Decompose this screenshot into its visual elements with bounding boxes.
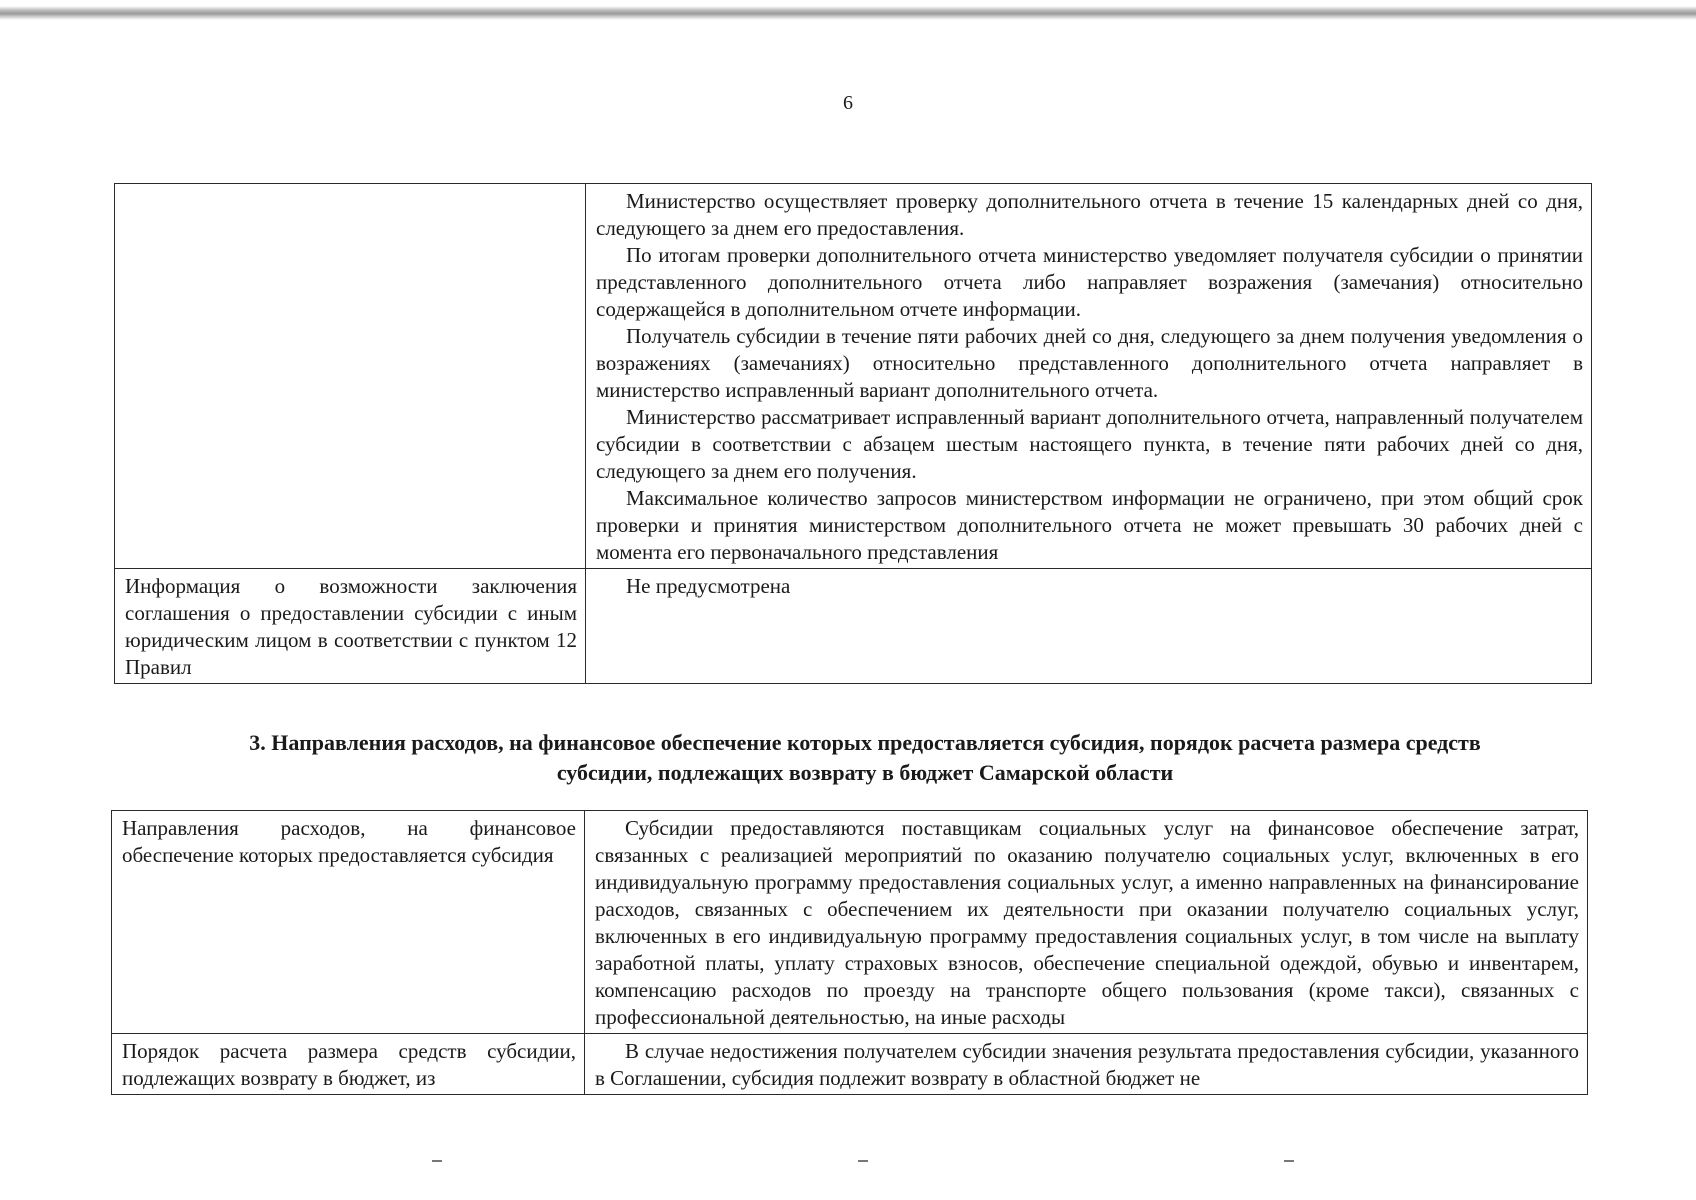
section-heading-line: 3. Направления расходов, на финансовое обеспечение которых предоставляется субсидия, порядок расчета размера средств [249,730,1481,755]
section-heading [150,728,1580,788]
page-number: 6 [843,92,853,114]
row-content-cell [586,569,1592,684]
paragraph: Министерство рассматривает исправленный вариант дополнительного отчета, направленный получателем субсидии в соответствии с абзацем шестым настоящего пункта, в течение пяти рабочих дней со дня, следующего за днем его получения. [596,405,1583,483]
section-heading-line: субсидии, подлежащих возврату в бюджет Самарской области [556,760,1174,785]
table-row [115,569,1592,684]
row-content-cell [586,184,1592,569]
scan-edge [0,6,1696,20]
paragraph: Субсидии предоставляются поставщикам социальных услуг на финансовое обеспечение затрат, связанных с реализацией мероприятий по оказанию получателю социальных услуг, включенных в его индивидуальную программу предоставления социальных услуг, а именно направленных на финансирование расходов, связанных с обеспечением их деятельности при оказании получателю социальных услуг, включенных в его индивидуальную программу предоставления социальных услуг, в том числе на выплату заработной платы, уплату страховых взносов, обеспечение специальной одеждой, обувью и инвентарем, компенсацию расходов по проезду на транспорте общего пользования (кроме такси), связанных с профессиональной деятельностью, на иные расходы [595,816,1579,1029]
row-label-cell: Порядок расчета размера средств субсидии, подлежащих возврату в бюджет, из [112,1034,585,1095]
scan-mark [858,1160,868,1162]
paragraph: Не предусмотрена [626,574,791,598]
info-table [114,183,1592,684]
table-row [112,811,1588,1034]
paragraph: По итогам проверки дополнительного отчета министерство уведомляет получателя субсидии о принятии представленного дополнительного отчета либо направляет возражения (замечания) относительно содержащейся в дополнительном отчете информации. [596,243,1583,321]
row-content-cell [585,1034,1588,1095]
table-row [115,184,1592,569]
paragraph: Получатель субсидии в течение пяти рабочих дней со дня, следующего за днем получения уведомления о возражениях (замечаниях) относительно представленного дополнительного отчета направляет в министерство исправленный вариант дополнительного отчета. [596,324,1583,402]
row-label-cell [115,184,586,569]
expenses-table [111,810,1588,1095]
scan-mark [432,1160,442,1162]
row-label-cell: Информация о возможности заключения соглашения о предоставлении субсидии с иным юридическим лицом в соответствии с пунктом 12 Правил [115,569,586,684]
paragraph: В случае недостижения получателем субсидии значения результата предоставления субсидии, указанного в Соглашении, субсидия подлежит возврату в областной бюджет не [595,1039,1579,1090]
scan-mark [1284,1160,1294,1162]
row-content-cell [585,811,1588,1034]
paragraph: Министерство осуществляет проверку дополнительного отчета в течение 15 календарных дней со дня, следующего за днем его предоставления. [596,189,1583,240]
table-row [112,1034,1588,1095]
paragraph: Максимальное количество запросов министерством информации не ограничено, при этом общий срок проверки и принятия министерством дополнительного отчета не может превышать 30 рабочих дней с момента его первоначального представления [596,486,1583,564]
row-label-cell: Направления расходов, на финансовое обеспечение которых предоставляется субсидия [112,811,585,1034]
